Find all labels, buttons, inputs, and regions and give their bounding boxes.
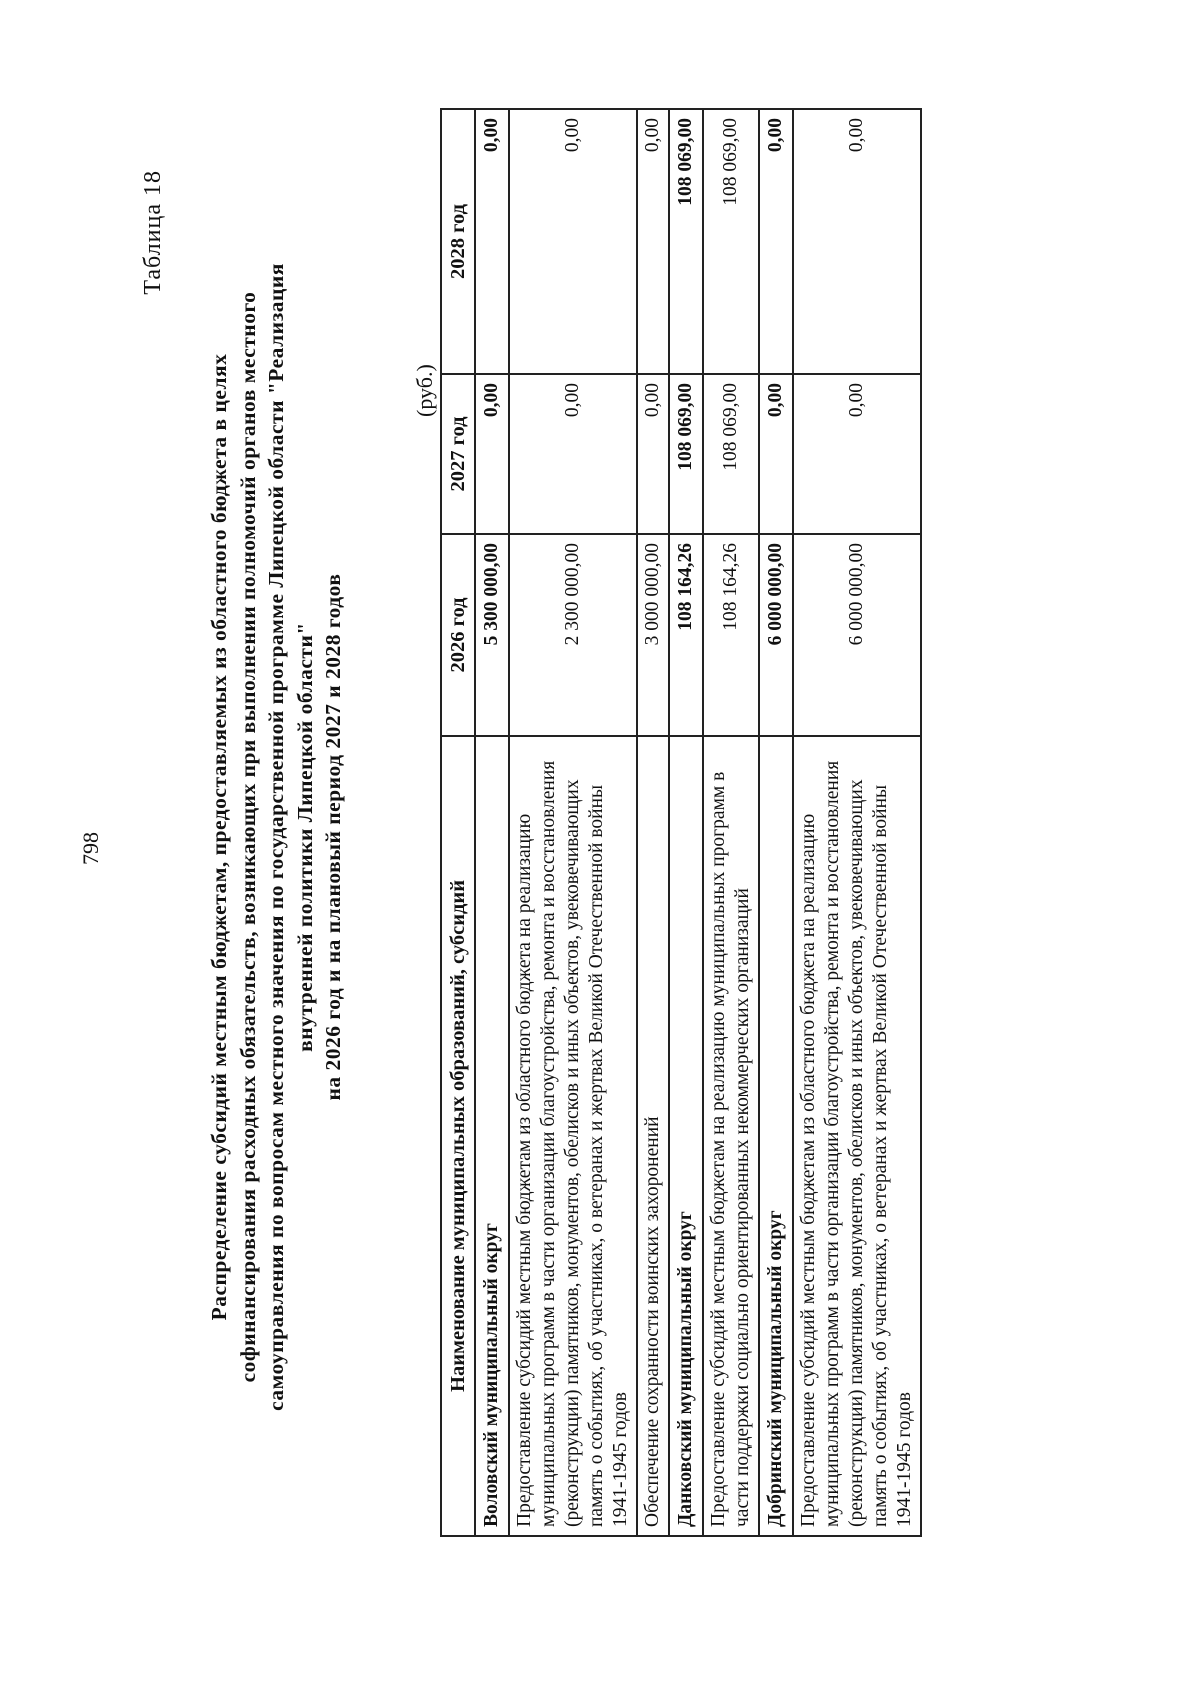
subsidy-table bbox=[440, 108, 922, 1537]
value-2027: 0,00 bbox=[793, 374, 921, 534]
value-2026: 6 000 000,00 bbox=[793, 534, 921, 736]
value-2026: 2 300 000,00 bbox=[509, 534, 637, 736]
value-2026: 108 164,26 bbox=[669, 534, 703, 736]
value-2028: 0,00 bbox=[637, 109, 669, 374]
title-line: самоуправления по вопросам местного значения по государственной программе Липецкой области "Реализация bbox=[264, 263, 288, 1411]
row-name: Обеспечение сохранности воинских захоронений bbox=[637, 736, 669, 1536]
row-name: Данковский муниципальный округ bbox=[669, 736, 703, 1536]
value-2027: 0,00 bbox=[759, 374, 793, 534]
title-line: внутренней политики Липецкой области" bbox=[292, 622, 317, 1052]
row-name: Предоставление субсидий местным бюджетам из областного бюджета на реализацию муниципальных программ в части организации благоустройства, ремонта и восстановления (реконструкции) памятников, монументов, обелисков и иных объектов, увековечивающих память о событиях, об участниках, о ветеранах и жертвах Великой Отечественной войны 1941-1945 годов bbox=[509, 736, 637, 1536]
value-2028: 108 069,00 bbox=[669, 109, 703, 374]
value-2028: 0,00 bbox=[475, 109, 509, 374]
column-header-2026: 2026 год bbox=[441, 534, 475, 736]
table-row-subsidy bbox=[509, 109, 637, 1536]
page-number: 798 bbox=[78, 832, 103, 865]
table-row-district bbox=[669, 109, 703, 1536]
row-name: Предоставление субсидий местным бюджетам из областного бюджета на реализацию муниципальных программ в части организации благоустройства, ремонта и восстановления (реконструкции) памятников, монументов, обелисков и иных объектов, увековечивающих память о событиях, об участниках, о ветеранах и жертвах Великой Отечественной войны 1941-1945 годов bbox=[793, 736, 921, 1536]
value-2027: 108 069,00 bbox=[703, 374, 759, 534]
title-line: софинансирования расходных обязательств, возникающих при выполнении полномочий органов местного bbox=[235, 291, 260, 1383]
column-header-2028: 2028 год bbox=[441, 109, 475, 374]
document-title bbox=[205, 167, 348, 1507]
table-header-row bbox=[441, 109, 475, 1536]
value-2026: 108 164,26 bbox=[703, 534, 759, 736]
value-2026: 6 000 000,00 bbox=[759, 534, 793, 736]
value-2028: 0,00 bbox=[759, 109, 793, 374]
table-reference: Таблица 18 bbox=[140, 170, 166, 295]
column-header-2027: 2027 год bbox=[441, 374, 475, 534]
value-2027: 0,00 bbox=[637, 374, 669, 534]
value-2028: 0,00 bbox=[793, 109, 921, 374]
row-name: Воловский муниципальный округ bbox=[475, 736, 509, 1536]
value-2028: 108 069,00 bbox=[703, 109, 759, 374]
value-2027: 0,00 bbox=[509, 374, 637, 534]
row-name: Предоставление субсидий местным бюджетам на реализацию муниципальных программ в части поддержки социально ориентированных некоммерческих организаций bbox=[703, 736, 759, 1536]
row-name: Добринский муниципальный округ bbox=[759, 736, 793, 1536]
table-row-district bbox=[759, 109, 793, 1536]
value-2027: 0,00 bbox=[475, 374, 509, 534]
value-2027: 108 069,00 bbox=[669, 374, 703, 534]
table-row-subsidy bbox=[793, 109, 921, 1536]
table-row-subsidy bbox=[637, 109, 669, 1536]
table-row-subsidy bbox=[703, 109, 759, 1536]
value-2028: 0,00 bbox=[509, 109, 637, 374]
title-line: Распределение субсидий местным бюджетам, предоставляемых из областного бюджета в целях bbox=[207, 353, 231, 1321]
value-2026: 5 300 000,00 bbox=[475, 534, 509, 736]
title-line: на 2026 год и на плановый период 2027 и 2028 годов bbox=[321, 573, 345, 1101]
units-label: (руб.) bbox=[412, 364, 437, 417]
value-2026: 3 000 000,00 bbox=[637, 534, 669, 736]
column-header-name: Наименование муниципальных образований, субсидий bbox=[441, 736, 475, 1536]
table-row-district bbox=[475, 109, 509, 1536]
